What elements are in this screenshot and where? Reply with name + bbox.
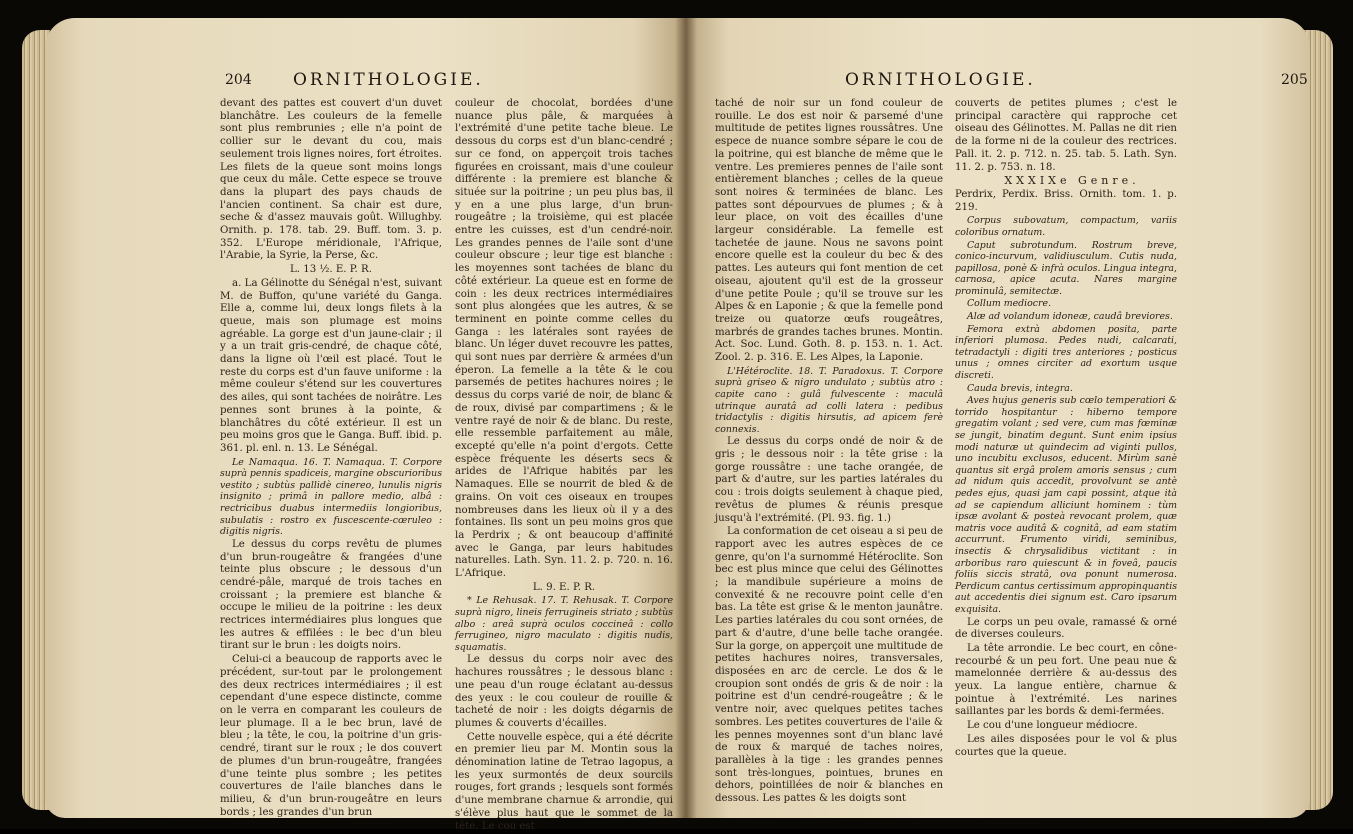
paragraph: Le dessus du corps ondé de noir & de gris ; le dessous noir : la tête grise : la gorge roussâtre : une tache orangée, de part & d'autre, sur les parties latérales du cou : trois doigts seulement à chaque pied, revêtus de plumes & réunis presque jusqu'à l'extrémité. (Pl. 93. fig. 1.)	[715, 436, 943, 524]
latin-description: Aves hujus generis sub cœlo temperatiori & torrido hospitantur : hiberno tempore gregatim volant ; sed vere, cum mas fœminæ se jungit, binatim degunt. Sunt enim ipsius modi naturæ ut quindecim ad viginti pullos, uno incubitu exclusos, educent. Mirùm sanè quantus sit ergâ prolem amoris sensus ; cum ad nidum quis accedit, provolvunt se antè pedes ejus, quasi jam capi possint, atque ità ad se capiendum alliciunt hominem : tùm ipsæ avolant & posteà revocant prolem, quæ matris voce auditâ & cognitâ, ad eam statim accurrunt. Frumento viridi, seminibus, insectis & chrysalidibus victitant : in arboribus raro quiescunt & in foveâ, paucis foliis siccis stratâ, ova ponunt numerosa. Perdicum cantus certissimum appropinquantis aut accedentis diei signum est. Caro ipsarum exquisita.	[955, 395, 1178, 615]
paragraph: Le cou d'une longueur médiocre.	[967, 720, 1138, 732]
paragraph: La tête arrondie. Le bec court, en cône-recourbé & un peu fort. Une peau nue & mamelonnée derrière & au-dessus des yeux. La langue entière, charnue & pointue à l'extrémité. Les narines saillantes par les bords & demi-fermées.	[955, 642, 1177, 718]
right-column-2	[955, 98, 1177, 760]
genus-heading: XXXIXe Genre.	[1004, 174, 1140, 188]
species-entry: Le Namaqua. 16. T. Namaqua. T. Corpore suprà pennis spadiceis, margine obscurioribus vestito ; subtùs pallidè cinereo, lunulis nigris insignito ; primâ in pallore medio, albâ : rectricibus duabus intermediis longioribus, subulatis : rostro ex fuscescente-cœruleo : digitis nigris.	[220, 456, 443, 538]
page-number-right: 205	[1281, 72, 1308, 88]
paragraph: Le corps un peu ovale, ramassé & orné de diverses couleurs.	[955, 616, 1177, 641]
left-page	[45, 18, 685, 832]
right-column-1	[715, 98, 943, 807]
left-column-2	[455, 98, 673, 834]
latin-description: Caput subrotundum. Rostrum breve, conico-incurvum, validiusculum. Cutis nuda, papillosa, ponè & infrà oculos. Lingua integra, carnosa, apice acuta. Nares margine prominulâ, semitectæ.	[955, 239, 1177, 297]
paragraph: La conformation de cet oiseau a si peu de rapport avec les autres espèces de ce genre, qu'on l'a surnommé Hétéroclite. Son bec est plus mince que celui des Gélinottes ; la mandibule supérieure a moins de convexité & ne recouvre point celle d'en bas. La tête est grise & le menton jaunâtre. Les parties latérales du cou sont ornées, de part & d'autre, d'une belle tache orangée. Sur la gorge, on apperçoit une multitude de petites hachures noires, transversales, disposées en arc de cercle. Le dos & le croupion sont ondés de gris & de noir : la poitrine est d'un cendré-rougeâtre ; & le ventre noir, avec quelques petites taches sombres. Les petites couvertures de l'aile & les pennes moyennes sont d'un blanc lavé de roux & marqué de taches noires, parallèles à la tige : les grandes pennes sont très-longues, pointues, brunes en dehors, pointillées de noir & blanches en dessous. Les pattes & les doigts sont	[715, 526, 943, 805]
paragraph: couverts de petites plumes ; c'est le principal caractère qui rapproche cet oiseau des Gélinottes. M. Pallas ne dit rien de la forme ni de la couleur des rectrices. Pall. it. 2. p. 712. n. 25. tab. 5. Lath. Syn. 11. 2. p. 753. n. 18.	[955, 98, 1177, 173]
left-column-1	[220, 98, 442, 820]
species-entry: * Le Rehusak. 17. T. Rehusak. T. Corpore suprà nigro, lineis ferrugineis striato ; subtùs albo : areâ suprà oculos coccineâ : collo ferrugineo, nigro maculato : digitis nudis, squamatis.	[455, 595, 673, 653]
running-head-left: ORNITHOLOGIE.	[293, 70, 484, 90]
latin-description: Femora extrà abdomen posita, parte inferiori plumosa. Pedes nudi, calcarati, tetradactyli : digiti tres anteriores ; posticus unus ; omnes circiter ad exortum usque discreti.	[955, 323, 1177, 382]
paragraph: a. La Gélinotte du Sénégal n'est, suivant M. de Buffon, qu'une variété du Ganga. Elle a, comme lui, deux longs filets à la queue, mais son plumage est moins agréable. La gorge est d'un jaune-clair ; il y a un trait gris-cendré, de chaque côté, dans la ligne où l'œil est placé. Tout le reste du corps est d'un fauve uniforme : la même couleur s'étend sur les couvertures des ailes, qui sont tachées de noirâtre. Les pennes sont brunes à la pointe, & blanchâtres du côté extérieur. Il est un peu moins gros que le Ganga. Buff. ibid. p. 361. pl. enl. n. 13. Le Sénégal.	[220, 277, 442, 454]
latin-description: Cauda brevis, integra.	[967, 382, 1073, 394]
genus-entry: Perdrix, Perdix. Briss. Ornith. tom. 1. p. 219.	[955, 188, 1177, 213]
latin-description: Alæ ad volandum idoneæ, caudâ breviores.	[967, 311, 1173, 323]
right-page	[685, 18, 1310, 818]
paragraph: couleur de chocolat, bordées d'une nuance plus pâle, & marquées à l'extrémité d'une petite tache bleue. Le dessous du corps est d'un blanc-cendré ; sur ce fond, on apperçoit trois taches figurées en croissant, mais d'une couleur différente : la premiere est blanche & située sur la poitrine ; un peu plus bas, il y en a une plus large, d'un brun-rougeâtre ; la troisième, qui est placée entre les cuisses, est d'un cendré-noir. Les grandes pennes de l'aile sont d'une couleur obscure ; leur tige est blanche : les moyennes sont tachées de blanc du côté extérieur. La queue est en forme de coin : les deux rectrices intermédiaires sont plus alongées que les autres, & se terminent en pointe comme celles du Ganga : les latérales sont rayées de blanc. Un léger duvet recouvre les pattes, qui sont nues par derrière & armées d'un éperon. La femelle a la tête & le cou parsemés de petites hachures noires ; le dessus du corps varié de noir, de blanc & de roux, divisé par compartimens ; & le ventre rayé de noir & de blanc. Du reste, elle ressemble parfaitement au mâle, excepté qu'elle n'a point d'ergots. Cette espèce fréquente les déserts secs & arides de l'Afrique habités par les Namaques. Elle se nourrit de bled & de grains. On voit ces oiseaux en troupes nombreuses dans les lieux où il y a des fontaines. Ils sont un peu moins gros que la Perdrix ; & ont beaucoup d'affinité avec le Ganga, par leurs habitudes naturelles. Lath. Syn. 11. 2. p. 720. n. 16. L'Afrique.	[455, 98, 673, 580]
latin-description: Corpus subovatum, compactum, variis coloribus ornatum.	[955, 215, 1177, 238]
running-head-right: ORNITHOLOGIE.	[845, 70, 1036, 90]
measure-line: L. 9. E. P. R.	[532, 581, 596, 593]
paragraph: Celui-ci a beaucoup de rapports avec le précédent, sur-tout par le prolongement des deux rectrices intermédiaires ; il est cependant d'une espece distincte, comme on le verra en comparant les couleurs de leur plumage. Il a le bec brun, lavé de bleu ; la tête, le cou, la poitrine d'un gris-cendré, tirant sur le roux ; le dos couvert de plumes d'un brun-rougeâtre, frangées d'une teinte plus sombre ; les petites couvertures de l'aile blanches dans le milieu, & d'un brun-rougeâtre en leurs bords ; les grandes d'un brun	[220, 654, 442, 818]
species-entry: L'Hétéroclite. 18. T. Paradoxus. T. Corpore suprà griseo & nigro undulato ; subtùs atro : capite cano : gulâ fulvescente : maculâ utrinque auratâ ad colli latera : pedibus tridactylis : digitis hirsutis, ad apicem ferè connexis.	[715, 365, 943, 435]
paragraph: Le dessus du corps revêtu de plumes d'un brun-rougeâtre & frangées d'une teinte plus obscure ; le dessous d'un cendré-pâle, marqué de trois taches en croissant ; la premiere est blanche & occupe le milieu de la poitrine : les deux rectrices intermédiaires plus longues que les autres & effilées : le bec d'un bleu tirant sur le brun : les doigts noirs.	[220, 538, 442, 652]
paragraph: Les ailes disposées pour le vol & plus courtes que la queue.	[955, 733, 1177, 758]
book-gutter	[675, 18, 697, 818]
page-number-left: 204	[225, 72, 252, 88]
paragraph: Cette nouvelle espèce, qui a été décrite en premier lieu par M. Montin sous la dénomination latine de Tetrao lagopus, a les yeux surmontés de deux sourcils rouges, fort grands ; lesquels sont formés d'une membrane charnue & arrondie, qui s'élève plus haut que le sommet de la tête. Le cou est	[455, 731, 673, 832]
paragraph: taché de noir sur un fond couleur de rouille. Le dos est noir & parsemé d'une multitude de petites lignes roussâtres. Une espece de nuance sombre sépare le cou de la poitrine, qui est blanche de même que le ventre. Les premieres pennes de l'aile sont entièrement blanches ; celles de la queue sont noires & terminées de blanc. Les pattes sont dépourvues de plumes ; & à leur place, on voit des écailles d'une largeur considérable. La femelle est tachetée de jaune. Nous ne savons point encore quelle est la couleur du bec & des pattes. Les auteurs qui font mention de cet oiseau, ajoutent qu'il est de la grosseur d'une petite Poule ; qu'il se trouve sur les Alpes & en Laponie ; & que la femelle pond treize ou quatorze œufs rougeâtres, marbrés de grandes taches brunes. Montin. Act. Soc. Lund. Goth. 8. p. 153. n. 1. Act. Zool. 2. p. 316. E. Les Alpes, la Laponie.	[715, 98, 943, 364]
paragraph: devant des pattes est couvert d'un duvet blanchâtre. Les couleurs de la femelle sont plus rembrunies ; elle n'a point de collier sur le devant du cou, mais seulement trois lignes noires, fort étroites. Les filets de la queue sont moins longs que ceux du mâle. Cette espece se trouve dans la plupart des pays chauds de l'ancien continent. Sa chair est dure, seche & d'assez mauvais goût. Willughby. Ornith. p. 178. tab. 29. Buff. tom. 3. p. 352. L'Europe méridionale, l'Afrique, l'Arabie, la Syrie, la Perse, &c.	[220, 98, 442, 262]
latin-description: Collum mediocre.	[967, 298, 1052, 310]
measure-line: L. 13 ½. E. P. R.	[290, 264, 372, 276]
paragraph: Le dessus du corps noir avec des hachures roussâtres ; le dessous blanc : une peau d'un rouge éclatant au-dessus des yeux : le cou couleur de rouille & tacheté de noir : les doigts dégarnis de plumes & couverts d'écailles.	[455, 654, 673, 729]
